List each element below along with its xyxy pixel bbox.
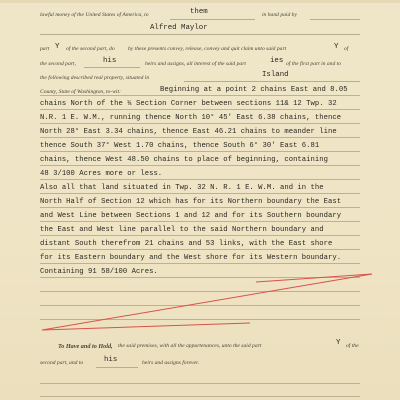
grantor-fill: them xyxy=(190,8,208,16)
interest-text: heirs and assigns, all interest of the said part xyxy=(145,61,246,67)
habendum-heirs-fill: his xyxy=(104,356,118,364)
description-line: 48 3/100 Acres more or less. xyxy=(40,170,163,178)
consideration-text: lawful money of the United States of America, to xyxy=(40,12,149,18)
habendum-heading: To Have and to Hold, xyxy=(58,343,113,350)
grantee-name: Alfred Maylor xyxy=(150,24,208,32)
description-line: for its Eastern boundary and the West shore for its Western boundary. xyxy=(40,254,342,262)
second-part-text: of the second part, do xyxy=(66,46,115,52)
habendum-forever: heirs and assigns forever. xyxy=(142,360,199,366)
description-line: N.R. 1 E. W.M., running thence North 10° 45' East 6.38 chains, thence xyxy=(40,114,342,122)
ruled-line xyxy=(40,383,360,384)
ruled-line xyxy=(40,396,360,397)
description-line: North Half of Section 12 which has for its Northern boundary the East xyxy=(40,198,342,206)
paid-by-text: in hand paid by xyxy=(262,12,297,18)
habendum-part-fill: Y xyxy=(336,339,341,347)
description-line: North 28° East 3.34 chains, thence East 46.21 chains to meander line xyxy=(40,128,337,136)
description-line: Also all that land situated in Twp. 32 N. R. 1 E. W.M. and in the xyxy=(40,184,324,192)
situated-text: the following described real property, situated in xyxy=(40,75,150,81)
habendum-second-part: second part, and to xyxy=(40,360,84,366)
description-line: thence South 37° West 1.70 chains, thence South 6° 30' East 6.81 xyxy=(40,142,320,150)
habendum-heirs-blank xyxy=(96,367,138,368)
state-text: County, State of Washington, to-wit: xyxy=(40,89,121,95)
description-line: Containing 91 58/100 Acres. xyxy=(40,268,158,276)
description-line: Beginning at a point 2 chains East and 8.05 xyxy=(160,86,348,94)
first-part-text: of the first part in and to xyxy=(286,61,342,67)
convey-text: by these presents convey, release, convey and quit claim unto said part xyxy=(128,46,287,52)
part-fill-2: Y xyxy=(334,43,339,51)
part-fill-1: Y xyxy=(55,43,60,51)
description-line: chains, thence West 48.50 chains to place of beginning, containing xyxy=(40,156,328,164)
county-fill: Island xyxy=(262,71,289,79)
description-line: distant South therefrom 21 chains and 53 links, with the East shore xyxy=(40,240,333,248)
second-part-label: the second part, xyxy=(40,61,76,67)
description-line: chains North of the ¼ Section Corner between sections 11& 12 Twp. 32 xyxy=(40,100,337,108)
of-text: of xyxy=(344,46,349,52)
habendum-text: the said premises, with all the appurtenances, unto the said part xyxy=(118,343,262,349)
description-line: and West Line between Sections 1 and 12 and for its Southern boundary xyxy=(40,212,342,220)
part-text: part xyxy=(40,46,50,52)
description-line: the East and West line parallel to the said Northern boundary and xyxy=(40,226,324,234)
heirs-fill: his xyxy=(103,57,117,65)
habendum-of-the: of the xyxy=(346,343,359,349)
parties-fill: ies xyxy=(270,57,284,65)
